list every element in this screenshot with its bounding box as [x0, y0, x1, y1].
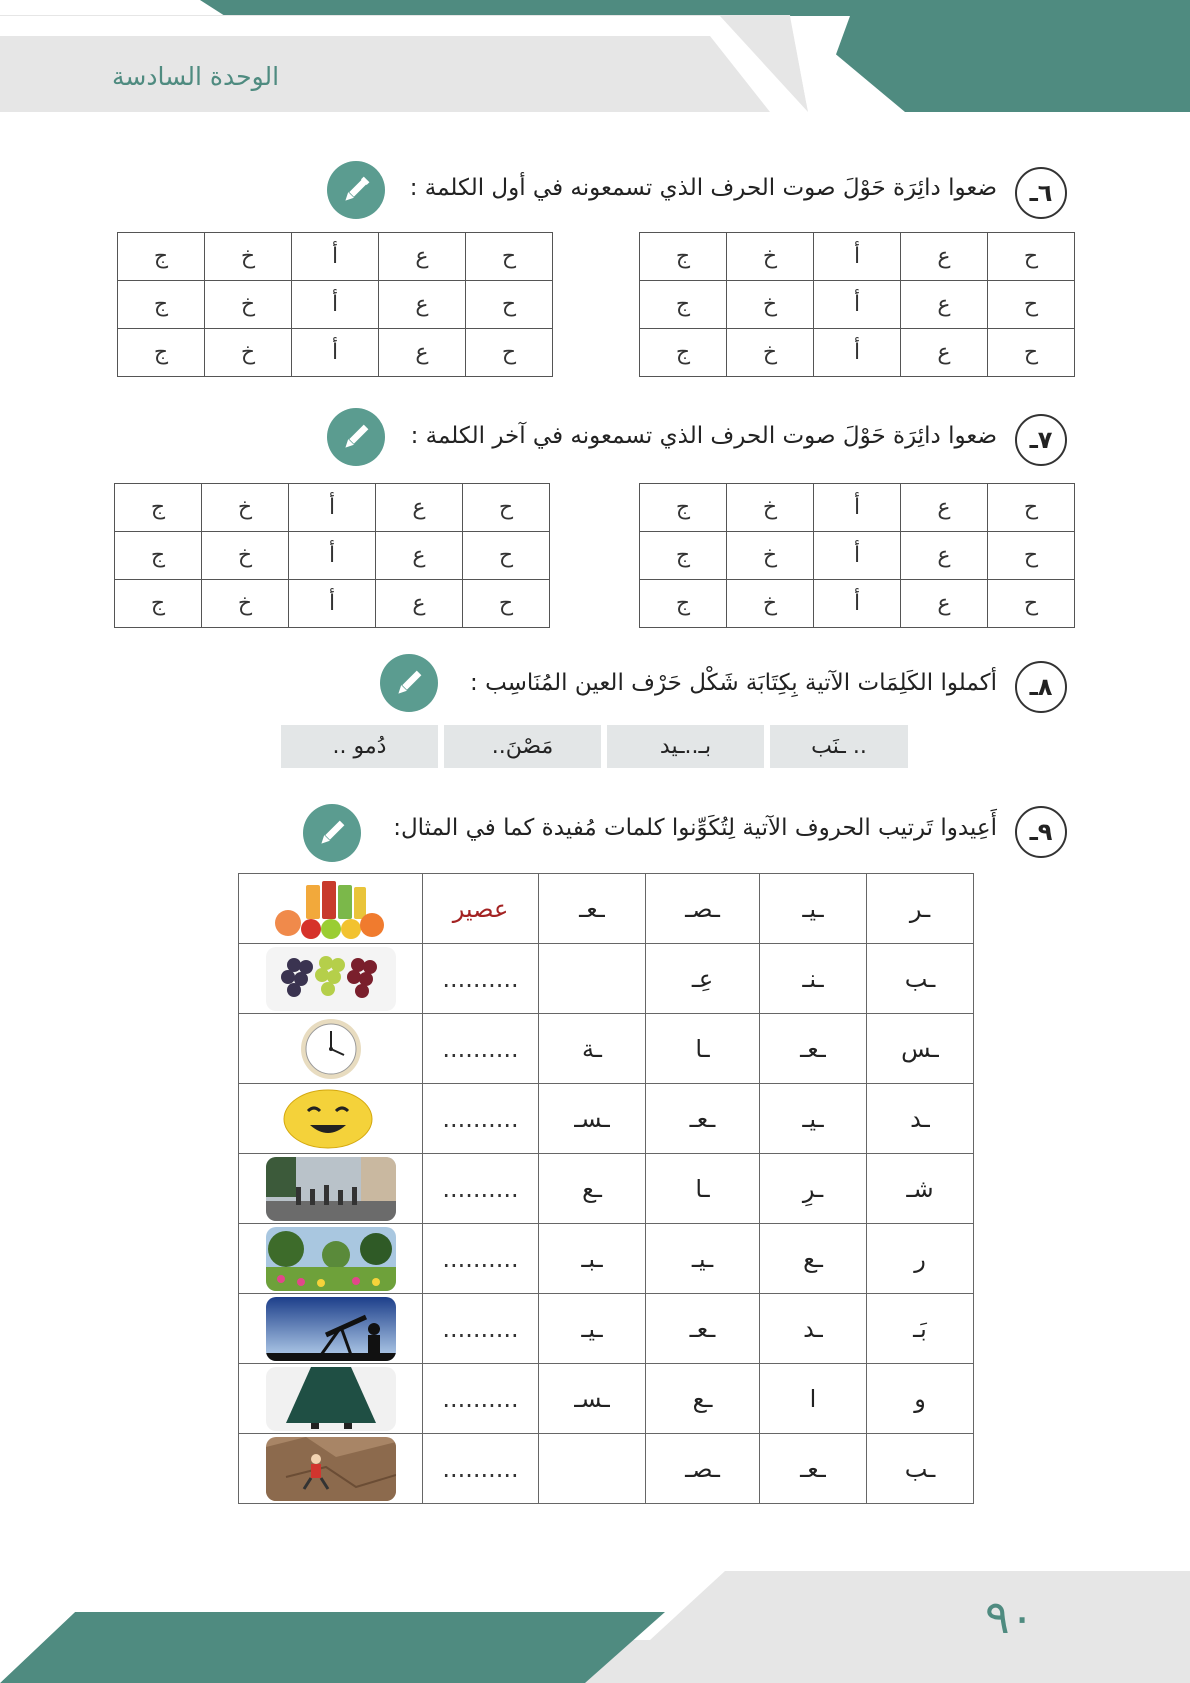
table-row — [115, 580, 550, 628]
word-blank-2[interactable]: بـ..ـيد — [607, 725, 764, 768]
clock-icon — [266, 1017, 396, 1081]
table-row — [640, 580, 1075, 628]
letter-cell[interactable]: أ — [814, 484, 901, 532]
table-row — [640, 281, 1075, 329]
letter-cell: ـعـ — [539, 874, 646, 944]
letter-cell — [539, 944, 646, 1014]
letter-cell: ـعـ — [646, 1084, 760, 1154]
letter-cell — [539, 1434, 646, 1504]
letter-cell[interactable]: ع — [901, 532, 988, 580]
question-7-text: ضعوا دائِرَة حَوْلَ صوت الحرف الذي تسمعونه في آخر الكلمة : — [410, 423, 997, 449]
picture-cell — [239, 1364, 423, 1434]
letter-cell[interactable]: ع — [901, 281, 988, 329]
letter-cell[interactable]: خ — [727, 281, 814, 329]
table-row — [239, 1084, 974, 1154]
letter-cell: ـبـ — [539, 1224, 646, 1294]
letter-cell: ر — [867, 1224, 974, 1294]
telescope-icon — [266, 1297, 396, 1361]
picture-cell — [239, 1154, 423, 1224]
letter-cell: ـيـ — [760, 874, 867, 944]
letter-cell: ا — [760, 1364, 867, 1434]
letter-cell[interactable]: أ — [292, 233, 379, 281]
letter-cell[interactable]: ج — [118, 281, 205, 329]
grapes-icon — [266, 947, 396, 1011]
letter-cell[interactable]: ج — [115, 484, 202, 532]
question-8-number: ٨ـ — [1015, 661, 1067, 713]
letter-cell[interactable]: ج — [115, 580, 202, 628]
letter-cell: ـنـ — [760, 944, 867, 1014]
letter-cell: ـصـ — [646, 874, 760, 944]
picture-cell — [239, 1294, 423, 1364]
letter-cell[interactable]: ح — [988, 329, 1075, 377]
picture-cell — [239, 1434, 423, 1504]
letter-cell: ـر — [867, 874, 974, 944]
letter-cell: ـد — [867, 1084, 974, 1154]
letter-cell[interactable]: ج — [640, 580, 727, 628]
table-row — [640, 484, 1075, 532]
table-row — [118, 233, 553, 281]
letter-cell[interactable]: أ — [289, 580, 376, 628]
table-row — [115, 532, 550, 580]
page-number: ٩٠ — [985, 1590, 1035, 1644]
letter-cell[interactable]: ج — [115, 532, 202, 580]
table-row — [640, 532, 1075, 580]
pencil-icon — [327, 408, 385, 466]
letter-cell[interactable]: ع — [376, 532, 463, 580]
letter-cell[interactable]: خ — [205, 329, 292, 377]
top-right-green — [790, 16, 1190, 112]
letter-cell[interactable]: ح — [466, 281, 553, 329]
letter-cell[interactable]: ج — [640, 532, 727, 580]
letter-cell: ـد — [760, 1294, 867, 1364]
question-7-number: ٧ـ — [1015, 414, 1067, 466]
letter-cell: ـع — [760, 1224, 867, 1294]
word-blank-4[interactable]: دُمو .. — [281, 725, 438, 768]
table-row — [640, 233, 1075, 281]
top-green-band — [200, 0, 1190, 16]
letter-cell[interactable]: ح — [463, 532, 550, 580]
letter-cell[interactable]: ج — [640, 329, 727, 377]
letter-cell[interactable]: ع — [376, 484, 463, 532]
wide-skirt-icon — [266, 1367, 396, 1431]
letter-cell[interactable]: أ — [289, 532, 376, 580]
letter-cell: ـب — [867, 1434, 974, 1504]
picture-cell — [239, 1084, 423, 1154]
letter-cell: ـسـ — [539, 1364, 646, 1434]
letter-cell[interactable]: ع — [379, 329, 466, 377]
letter-cell[interactable]: خ — [205, 281, 292, 329]
letter-cell[interactable]: أ — [289, 484, 376, 532]
letter-cell: ـب — [867, 944, 974, 1014]
q7-right-table — [639, 483, 1075, 628]
answer-blank[interactable]: .......... — [423, 1154, 539, 1224]
question-9-number: ٩ـ — [1015, 806, 1067, 858]
letter-cell: ـيـ — [760, 1084, 867, 1154]
letter-cell: عِـ — [646, 944, 760, 1014]
table-row — [239, 1154, 974, 1224]
table-row — [239, 1014, 974, 1084]
answer-blank[interactable]: .......... — [423, 944, 539, 1014]
question-8-text: أكملوا الكَلِمَات الآتية بِكِتَابَة شَكْل حَرْف العين المُنَاسِب : — [470, 670, 997, 696]
answer-blank[interactable]: .......... — [423, 1224, 539, 1294]
answer-blank[interactable]: .......... — [423, 1294, 539, 1364]
pencil-icon — [303, 804, 361, 862]
letter-cell[interactable]: ج — [640, 484, 727, 532]
letter-cell[interactable]: أ — [814, 532, 901, 580]
answer-blank[interactable]: .......... — [423, 1364, 539, 1434]
picture-cell — [239, 944, 423, 1014]
letter-cell[interactable]: ح — [988, 233, 1075, 281]
answer-blank[interactable]: .......... — [423, 1014, 539, 1084]
letter-cell[interactable]: أ — [814, 281, 901, 329]
answer-blank[interactable]: .......... — [423, 1084, 539, 1154]
letter-cell[interactable]: ح — [988, 281, 1075, 329]
table-row — [640, 329, 1075, 377]
letter-cell[interactable]: ج — [118, 329, 205, 377]
picture-cell — [239, 1224, 423, 1294]
letter-cell[interactable]: ع — [379, 281, 466, 329]
letter-cell[interactable]: ج — [640, 233, 727, 281]
letter-cell: ـع — [539, 1154, 646, 1224]
letter-cell[interactable]: ح — [988, 484, 1075, 532]
letter-cell[interactable]: خ — [727, 580, 814, 628]
letter-cell: ـعـ — [760, 1014, 867, 1084]
garden-icon — [266, 1227, 396, 1291]
picture-cell — [239, 1014, 423, 1084]
smiley-icon — [266, 1087, 396, 1151]
letter-cell[interactable]: أ — [292, 281, 379, 329]
rearrange-table — [238, 873, 974, 1504]
table-row — [239, 874, 974, 944]
letter-cell: ـس — [867, 1014, 974, 1084]
letter-cell: ـعـ — [760, 1434, 867, 1504]
letter-cell: ـا — [646, 1014, 760, 1084]
letter-cell[interactable]: أ — [814, 329, 901, 377]
table-row — [118, 281, 553, 329]
question-6-number: ٦ـ — [1015, 167, 1067, 219]
q6-right-table — [639, 232, 1075, 377]
table-row — [115, 484, 550, 532]
letter-cell[interactable]: ح — [988, 580, 1075, 628]
word-blank-3[interactable]: مَصْنَ.. — [444, 725, 601, 768]
letter-cell: ـع — [646, 1364, 760, 1434]
letter-cell: ـيـ — [539, 1294, 646, 1364]
table-row — [239, 944, 974, 1014]
question-6-text: ضعوا دائِرَة حَوْلَ صوت الحرف الذي تسمعونه في أول الكلمة : — [409, 175, 997, 201]
pencil-icon — [380, 654, 438, 712]
table-row — [239, 1294, 974, 1364]
letter-cell[interactable]: ع — [379, 233, 466, 281]
picture-cell — [239, 874, 423, 944]
question-9-text: أَعِيدوا تَرتيب الحروف الآتية لِتُكَوِّنوا كلمات مُفيدة كما في المثال: — [393, 815, 997, 841]
example-answer: عصير — [423, 874, 539, 944]
letter-cell[interactable]: ع — [901, 233, 988, 281]
letter-cell: ـيـ — [646, 1224, 760, 1294]
letter-cell: ـا — [646, 1154, 760, 1224]
letter-cell[interactable]: خ — [727, 329, 814, 377]
table-row — [239, 1434, 974, 1504]
letter-cell[interactable]: خ — [727, 233, 814, 281]
letter-cell[interactable]: ح — [466, 233, 553, 281]
letter-cell[interactable]: ع — [901, 580, 988, 628]
q7-left-table — [114, 483, 550, 628]
letter-cell: بَـ — [867, 1294, 974, 1364]
letter-cell[interactable]: خ — [202, 532, 289, 580]
table-row — [118, 329, 553, 377]
letter-cell: ـعـ — [646, 1294, 760, 1364]
letter-cell[interactable]: خ — [205, 233, 292, 281]
table-row — [239, 1224, 974, 1294]
letter-cell[interactable]: ح — [466, 329, 553, 377]
word-blank-1[interactable]: .. ـنَب — [770, 725, 908, 768]
letter-cell[interactable]: ح — [463, 484, 550, 532]
letter-cell: و — [867, 1364, 974, 1434]
letter-cell[interactable]: خ — [202, 580, 289, 628]
unit-title: الوحدة السادسة — [112, 62, 280, 91]
letter-cell[interactable]: ح — [988, 532, 1075, 580]
letter-cell[interactable]: أ — [292, 329, 379, 377]
letter-cell: شـ — [867, 1154, 974, 1224]
letter-cell[interactable]: خ — [727, 532, 814, 580]
letter-cell[interactable]: ع — [901, 484, 988, 532]
letter-cell[interactable]: أ — [814, 233, 901, 281]
pencil-icon — [327, 161, 385, 219]
rock-climber-icon — [266, 1437, 396, 1501]
table-row — [239, 1364, 974, 1434]
letter-cell[interactable]: ج — [118, 233, 205, 281]
letter-cell: ـصـ — [646, 1434, 760, 1504]
q6-left-table — [117, 232, 553, 377]
letter-cell: ـسـ — [539, 1084, 646, 1154]
street-crowd-icon — [266, 1157, 396, 1221]
letter-cell[interactable]: ح — [463, 580, 550, 628]
letter-cell[interactable]: أ — [814, 580, 901, 628]
letter-cell[interactable]: ج — [640, 281, 727, 329]
letter-cell[interactable]: خ — [727, 484, 814, 532]
letter-cell[interactable]: ع — [901, 329, 988, 377]
letter-cell[interactable]: ع — [376, 580, 463, 628]
bottom-green-band — [0, 1612, 665, 1683]
answer-blank[interactable]: .......... — [423, 1434, 539, 1504]
letter-cell: ـة — [539, 1014, 646, 1084]
fruit-juice-icon — [266, 877, 396, 941]
letter-cell[interactable]: خ — [202, 484, 289, 532]
letter-cell: ـرِ — [760, 1154, 867, 1224]
